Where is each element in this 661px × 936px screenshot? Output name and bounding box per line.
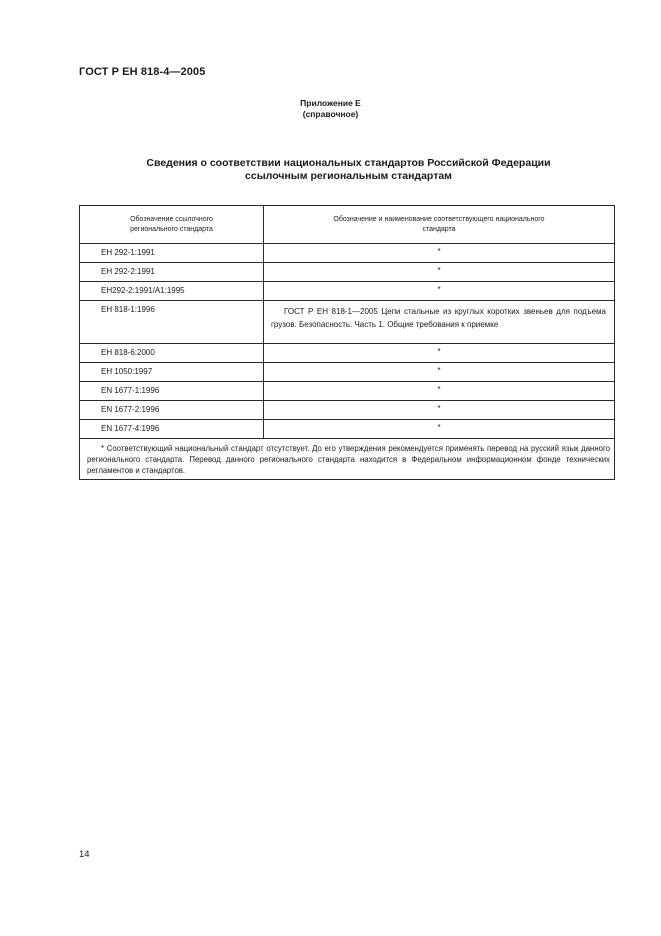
- page-number: 14: [79, 849, 90, 860]
- table-row: [80, 263, 615, 282]
- appendix-heading: [0, 98, 661, 120]
- reference-cell: ЕН292-2:1991/А1:1995: [80, 282, 264, 301]
- table-row: [80, 244, 615, 263]
- national-cell: *: [264, 382, 615, 401]
- national-cell: *: [264, 244, 615, 263]
- national-cell: *: [264, 282, 615, 301]
- document-header: ГОСТ Р ЕН 818-4—2005: [79, 66, 206, 78]
- national-cell: *: [264, 363, 615, 382]
- standards-table: [79, 205, 615, 480]
- reference-cell: ЕН 292-1:1991: [80, 244, 264, 263]
- reference-cell: EN 1677-2:1996: [80, 401, 264, 420]
- appendix-title: Приложение Е: [300, 98, 361, 108]
- table-row: [80, 382, 615, 401]
- national-cell: *: [264, 344, 615, 363]
- table-row: [80, 344, 615, 363]
- national-cell: *: [264, 263, 615, 282]
- table-row: [80, 420, 615, 439]
- reference-cell: ЕН 818-6:2000: [80, 344, 264, 363]
- table-footnote: * Соответствующий национальный стандарт отсутствует. До его утверждения рекомендуется применять перевод на русский язык данного регионального стандарта. Перевод данного регионального стандарта находится в Федеральном информационном фонде технических регламентов и стандартов.: [80, 439, 615, 480]
- appendix-note: (справочное): [302, 109, 359, 119]
- reference-cell: ЕН 818-1:1996: [80, 301, 264, 344]
- header-reference-standard: Обозначение ссылочного регионального стандарта: [80, 206, 264, 244]
- section-title: [0, 157, 661, 183]
- section-title-line-2: ссылочным региональным стандартам: [245, 170, 452, 182]
- table-row: [80, 301, 615, 344]
- national-cell: *: [264, 420, 615, 439]
- reference-cell: ЕН 292-2:1991: [80, 263, 264, 282]
- reference-cell: EN 1677-4:1996: [80, 420, 264, 439]
- national-cell: *: [264, 401, 615, 420]
- national-cell: ГОСТ Р ЕН 818-1—2005 Цепи стальные из круглых коротких звеньев для подъема грузов. Безопасность. Часть 1. Общие требования к приемке: [264, 301, 615, 344]
- table-footnote-row: [80, 439, 615, 480]
- table-row: [80, 401, 615, 420]
- table-row: [80, 282, 615, 301]
- table-header-row: [80, 206, 615, 244]
- header-national-standard: Обозначение и наименование соответствующего национального стандарта: [264, 206, 615, 244]
- table-row: [80, 363, 615, 382]
- reference-cell: EN 1677-1:1996: [80, 382, 264, 401]
- section-title-line-1: Сведения о соответствии национальных стандартов Российской Федерации: [146, 157, 551, 169]
- reference-cell: ЕН 1050:1997: [80, 363, 264, 382]
